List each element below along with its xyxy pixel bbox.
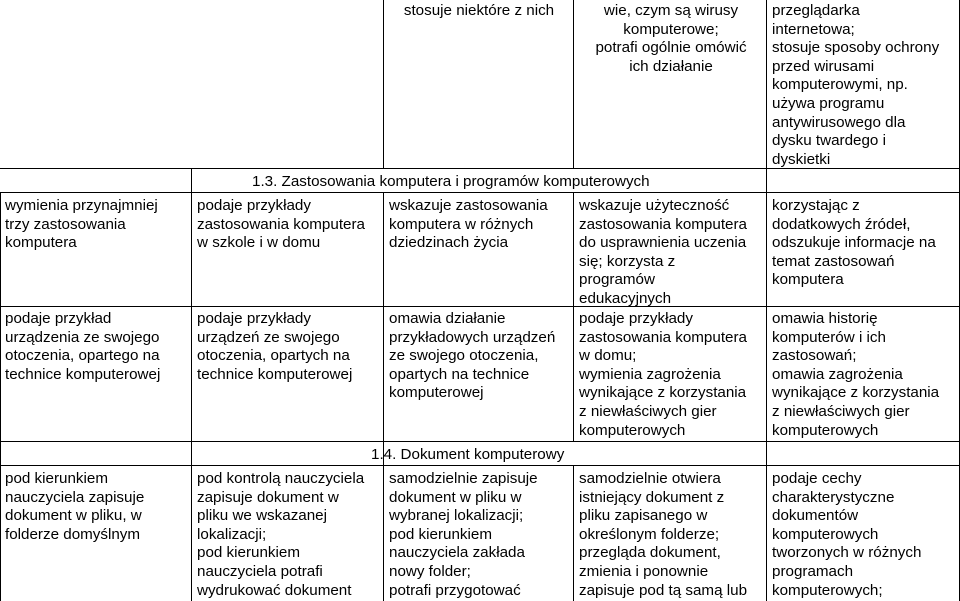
grid-line (191, 168, 192, 601)
s14-row-c3: samodzielnie zapisuje dokument w pliku w wybranej lokalizacji; pod kierunkiem nauczyciela zakłada nowy folder; potrafi przygotować (389, 470, 538, 599)
grid-line (766, 168, 767, 601)
grid-line (0, 306, 960, 307)
s14-row-c2: pod kontrolą nauczyciela zapisuje dokument w pliku we wskazanej lokalizacji; pod kierunkiem nauczyciela potrafi wydrukować dokument (197, 470, 365, 599)
s13-row1-c5: korzystając z dodatkowych źródeł, odszukuje informacje na temat zastosowań komputera (772, 197, 936, 289)
s14-row-c1: pod kierunkiem nauczyciela zapisuje dokument w pliku, w folderze domyślnym (5, 470, 145, 543)
s13-row2-c2: podaje przykłady urządzeń ze swojego otoczenia, opartych na technice komputerowej (197, 310, 353, 383)
grid-line (573, 192, 574, 441)
s13-row1-c3: wskazuje zastosowania komputera w różnych dziedzinach życia (389, 197, 548, 252)
top-cell-c3: stosuje niektóre z nich (403, 2, 555, 19)
s13-row1-c4: wskazuje użyteczność zastosowania komputera do usprawnienia uczenia się; korzysta z programów edukacyjnych (579, 197, 747, 307)
section-heading-1-4: 1.4. Dokument komputerowy (371, 446, 565, 463)
s13-row2-c4: podaje przykłady zastosowania komputera w domu; wymienia zagrożenia wynikające z korzystania z niewłaściwych gier komputerowych (579, 310, 747, 439)
s13-row1-c2: podaje przykłady zastosowania komputera w szkole i w domu (197, 197, 365, 252)
grid-line (0, 441, 960, 442)
grid-line (383, 192, 384, 601)
grid-line (0, 192, 1, 601)
grid-line (0, 192, 960, 193)
grid-line (573, 0, 574, 168)
s14-row-c4: samodzielnie otwiera istniejący dokument z pliku zapisanego w określonym folderze; przegląda dokument, zmienia i ponownie zapisuje pod tą samą lub (579, 470, 748, 599)
s13-row2-c3: omawia działanie przykładowych urządzeń ze swojego otoczenia, opartych na technice komputerowej (389, 310, 556, 402)
section-heading-1-3: 1.3. Zastosowania komputera i programów komputerowych (252, 173, 650, 190)
grid-line (0, 465, 960, 466)
s13-row2-c1: podaje przykład urządzenia ze swojego otoczenia, opartego na technice komputerowej (5, 310, 161, 383)
grid-line (766, 0, 767, 168)
s14-row-c5: podaje cechy charakterystyczne dokumentów komputerowych tworzonych w różnych programach komputerowych; (772, 470, 922, 599)
top-cell-c5: przeglądarka internetowa; stosuje sposoby ochrony przed wirusami komputerowymi, np. używa programu antywirusowego dla dysku twardego i dyskietki (772, 2, 940, 168)
grid-line (573, 465, 574, 601)
top-cell-c4: wie, czym są wirusy komputerowe; potrafi ogólnie omówić ich działanie (595, 2, 747, 75)
s13-row1-c1: wymienia przynajmniej trzy zastosowania komputera (5, 197, 158, 252)
grid-line (383, 0, 384, 168)
s13-row2-c5: omawia historię komputerów i ich zastosowań; omawia zagrożenia wynikające z korzystania z niewłaściwych gier komputerowych (772, 310, 940, 439)
